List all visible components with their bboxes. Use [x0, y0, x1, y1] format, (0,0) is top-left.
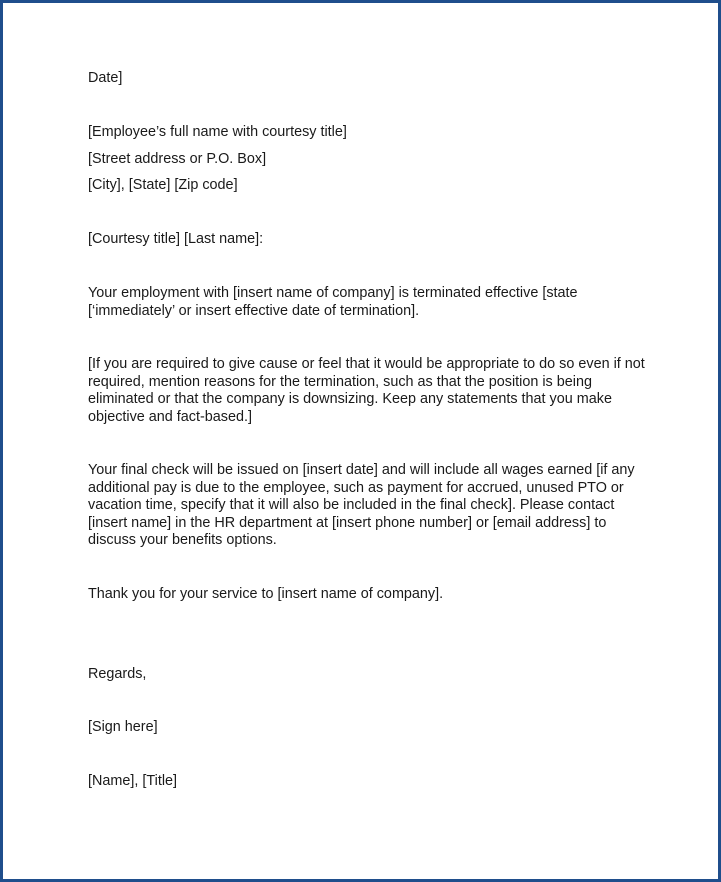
termination-line: [‘immediately’ or insert effective date of termination].	[88, 302, 420, 319]
closing: Regards,	[88, 666, 147, 682]
cause-line: [If you are required to give cause or feel that it would be appropriate to do so even if not	[88, 356, 645, 372]
final-check-line: additional pay is due to the employee, such as payment for accrued, unused PTO or	[88, 479, 624, 496]
signature-placeholder: [Sign here]	[88, 719, 158, 735]
name-title: [Name], [Title]	[88, 773, 178, 789]
final-check-line: discuss your benefits options.	[88, 532, 277, 548]
recipient-city-state-zip: [City], [State] [Zip code]	[88, 177, 238, 193]
final-check-line: vacation time, specify that it will also be included in the final check]. Please contact	[88, 497, 615, 513]
termination-paragraph	[88, 285, 648, 320]
cause-line: required, mention reasons for the termination, such as that the position is being	[88, 373, 592, 390]
thanks-paragraph: Thank you for your service to [insert name of company].	[88, 586, 444, 602]
cause-line: eliminated or that the company is downsizing. Keep any statements that you make	[88, 391, 612, 407]
salutation: [Courtesy title] [Last name]:	[88, 231, 264, 247]
cause-line: objective and fact-based.]	[88, 408, 252, 425]
final-check-line: Your final check will be issued on [insert date] and will include all wages earned [if any	[88, 462, 635, 478]
letter-date: Date]	[88, 70, 123, 86]
final-check-paragraph	[88, 462, 648, 550]
termination-line: Your employment with [insert name of company] is terminated effective [state	[88, 285, 578, 301]
recipient-street: [Street address or P.O. Box]	[88, 151, 267, 167]
recipient-name: [Employee’s full name with courtesy title]	[88, 124, 347, 140]
cause-paragraph	[88, 356, 648, 426]
final-check-line: [insert name] in the HR department at [insert phone number] or [email address] to	[88, 514, 607, 531]
